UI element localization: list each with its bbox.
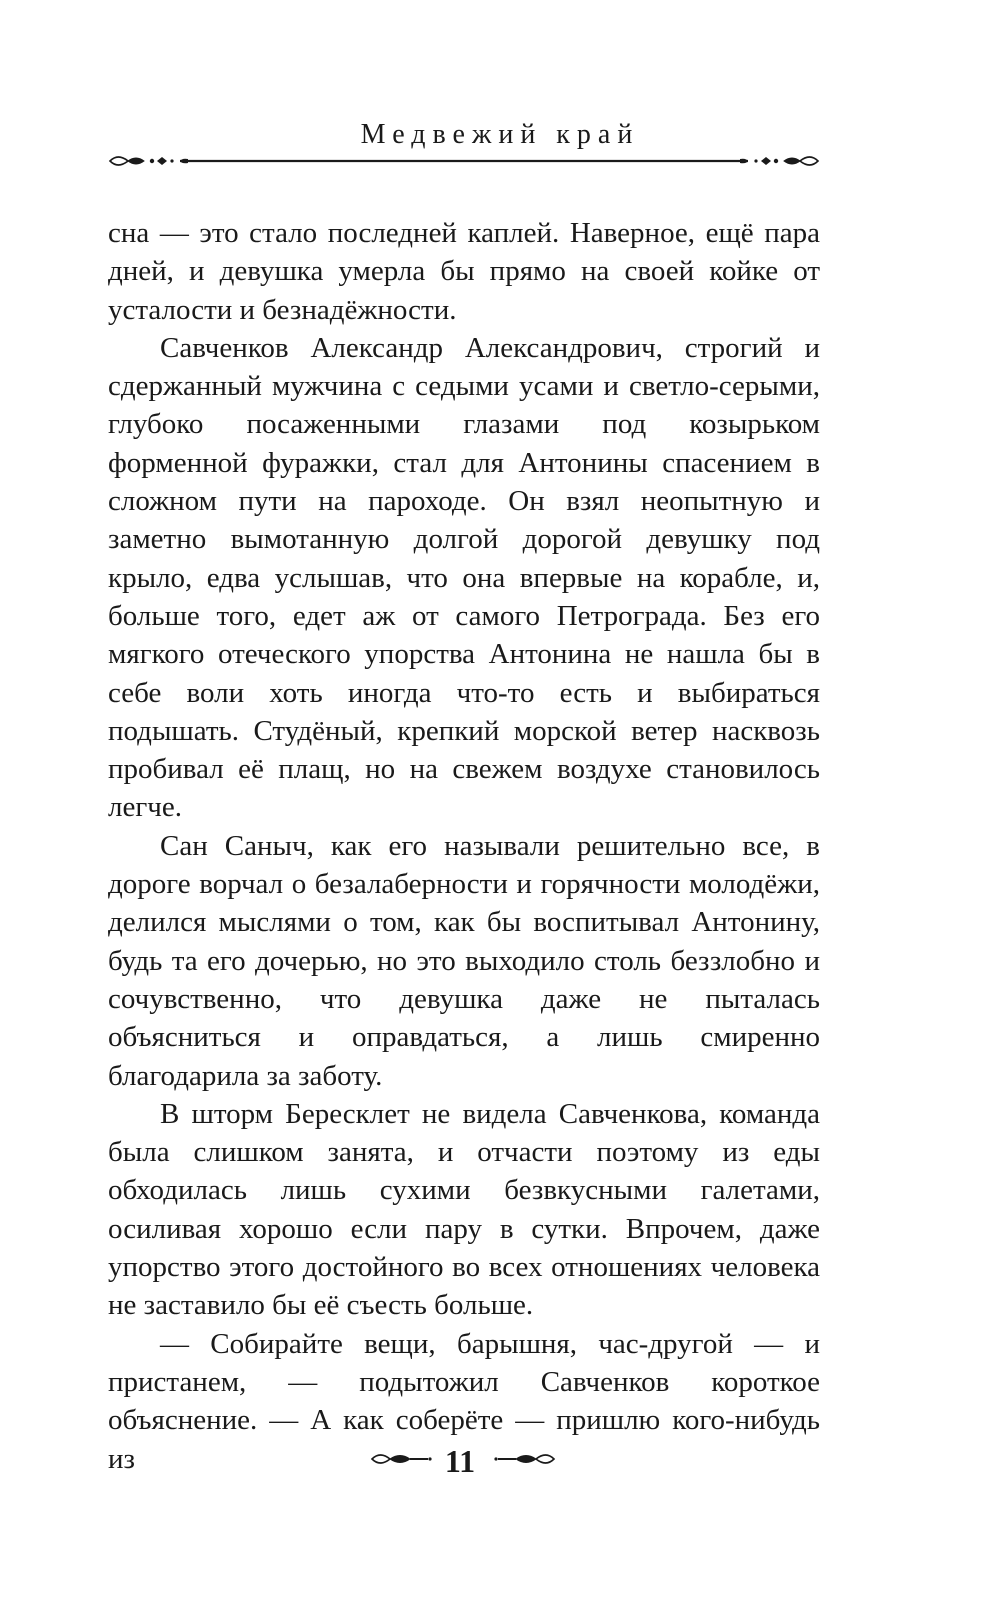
paragraph-3: Сан Саныч, как его называли решительно все, в дороге ворчал о безалаберности и горячности молодёжи, делился мыслями о том, как бы воспитывал Антонину, будь та его дочерью, но это выходило столь беззлобно и сочувственно, что девушка даже не пыталась объясниться и оправдаться, а лишь смиренно благодарила за заботу. — [108, 829, 820, 1092]
paragraph-2: Савченков Александр Александрович, строгий и сдержанный мужчина с седыми усами и светло-серыми, глубоко посаженными глазами под козырьком форменной фуражки, стал для Антонины спасением в сложном пути на пароходе. Он взял неопытную и заметно вымотанную долгой дорогой девушку под крыло, едва услышав, что она впервые на корабле, и, больше того, едет аж от самого Петрограда. Без его мягкого отеческого упорства Антонина не нашла бы в себе воли хоть иногда что-то есть и выбираться подышать. Студёный, крепкий морской ветер насквозь пробивал её плащ, но на свежем воздухе становилось легче. — [108, 331, 820, 824]
page-number: 11 — [444, 1443, 476, 1479]
running-head-title: Медвежий край — [360, 119, 640, 150]
header-ornament-rule — [108, 150, 820, 172]
paragraph-1: сна — это стало последней каплей. Наверное, ещё пара дней, и девушка умерла бы прямо на своей койке от усталости и безнадёжности. — [108, 217, 820, 326]
folio-ornament-right-icon — [494, 1448, 556, 1470]
body-text — [108, 214, 820, 1478]
folio-ornament-left-icon — [370, 1448, 432, 1470]
paragraph-4: В шторм Бересклет не видела Савченкова, команда была слишком занята, и отчасти поэтому из еды обходилась лишь сухими безвкусными галетами, осиливая хорошо если пару в сутки. Впрочем, даже упорство этого достойного во всех отношениях человека не заставило бы её съесть больше. — [108, 1097, 820, 1322]
paragraph-5: — Собирайте вещи, барышня, час-другой — и пристанем, — подытожил Савченков короткое объяснение. — А как соберёте — пришлю кого-нибудь из — [108, 1327, 820, 1475]
page-footer — [0, 1442, 1000, 1482]
